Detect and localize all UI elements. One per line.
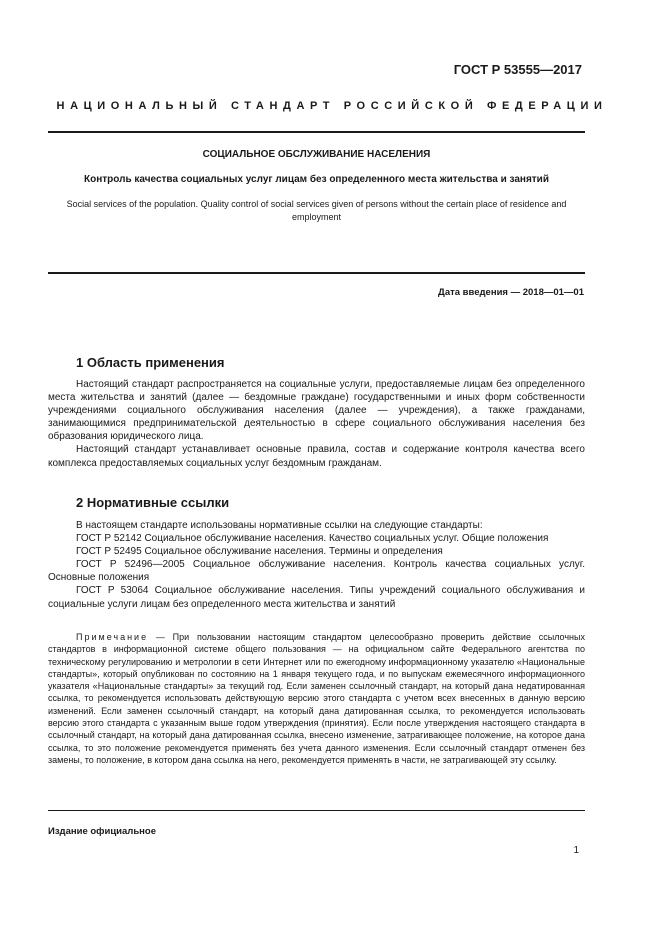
note-text: — При пользовании настоящим стандартом целесообразно проверить действие ссылочных стандартов в информационной системе общего пользования — на официальном сайте Федерального агентства по техническому регулированию и метрологии в сети Интернет или по ежегодному информационному указателю «Национальные стандарты», который опубликован по состоянию на 1 января текущего года, и по выпускам ежемесячного информационного указателя «Национальные стандарты» за текущий год. Если заменен ссылочный стандарт, на который дана недатированная ссылка, то рекомендуется использовать действующую версию этого стандарта с учетом всех внесенных в данную версию изменений. Если заменен ссылочный стандарт, на который дана датированная ссылка, то рекомендуется использовать версию этого стандарта с указанным выше годом утверждения (принятия). Если после утверждения настоящего стандарта в ссылочный стандарт, на который дана датированная ссылка, внесено изменение, затрагивающее положение, на которое дана ссылка, то это положение рекомендуется применять без учета данного изменения. Если ссылочный стандарт отменен без замены, то положение, в котором дана ссылка на него, рекомендуется применять в части, не затрагивающей эту ссылку. [48,632,585,765]
section-2-heading: 2 Нормативные ссылки [76,495,230,510]
page-number: 1 [573,845,579,856]
document-code: ГОСТ Р 53555—2017 [453,62,582,77]
paragraph: Настоящий стандарт распространяется на социальные услуги, предоставляемые лицам без определенного места жительства и занятий (далее — бездомные граждане) государственными и иных форм собственности учреждениями социального обслуживания населения (далее — учреждения), а также гражданами, занимающимися предпринимательской деятельностью в сфере социального обслуживания населения без образования юридического лица. [48,379,585,443]
footer-divider [48,810,585,811]
reference-item: ГОСТ Р 52496—2005 Социальное обслуживание населения. Контроль качества социальных услуг. Основные положения [48,559,585,584]
document-subtitle: Контроль качества социальных услуг лицам без определенного места жительства и занятий [84,174,549,185]
paragraph: Настоящий стандарт устанавливает основные правила, состав и содержание контроля качества всего комплекса предоставляемых социальных услуг бездомным гражданам. [48,444,585,469]
note-paragraph [48,631,585,766]
introduction-date: Дата введения — 2018—01—01 [438,287,584,298]
reference-item: ГОСТ Р 53064 Социальное обслуживание населения. Типы учреждений социального обслуживания и социальные услуги лицам без определенного места жительства и занятий [48,585,585,610]
section-2-body [48,519,585,611]
reference-item: ГОСТ Р 52142 Социальное обслуживание населения. Качество социальных услуг. Общие положения [76,533,549,545]
edition-label: Издание официальное [48,826,156,837]
reference-item: ГОСТ Р 52495 Социальное обслуживание населения. Термины и определения [76,546,443,558]
top-divider [48,131,585,133]
title-bottom-divider [48,272,585,274]
document-title: СОЦИАЛЬНОЕ ОБСЛУЖИВАНИЕ НАСЕЛЕНИЯ [202,149,431,160]
section-1-heading: 1 Область применения [76,355,225,370]
section-1-body [48,378,585,470]
national-standard-header: НАЦИОНАЛЬНЫЙ СТАНДАРТ РОССИЙСКОЙ ФЕДЕРАЦИИ [56,100,608,112]
paragraph: В настоящем стандарте использованы нормативные ссылки на следующие стандарты: [76,520,483,531]
document-title-english: Social services of the population. Quality control of social services given of persons without the certain place of residence and employment [66,199,567,222]
note-label: Примечание [76,632,149,642]
